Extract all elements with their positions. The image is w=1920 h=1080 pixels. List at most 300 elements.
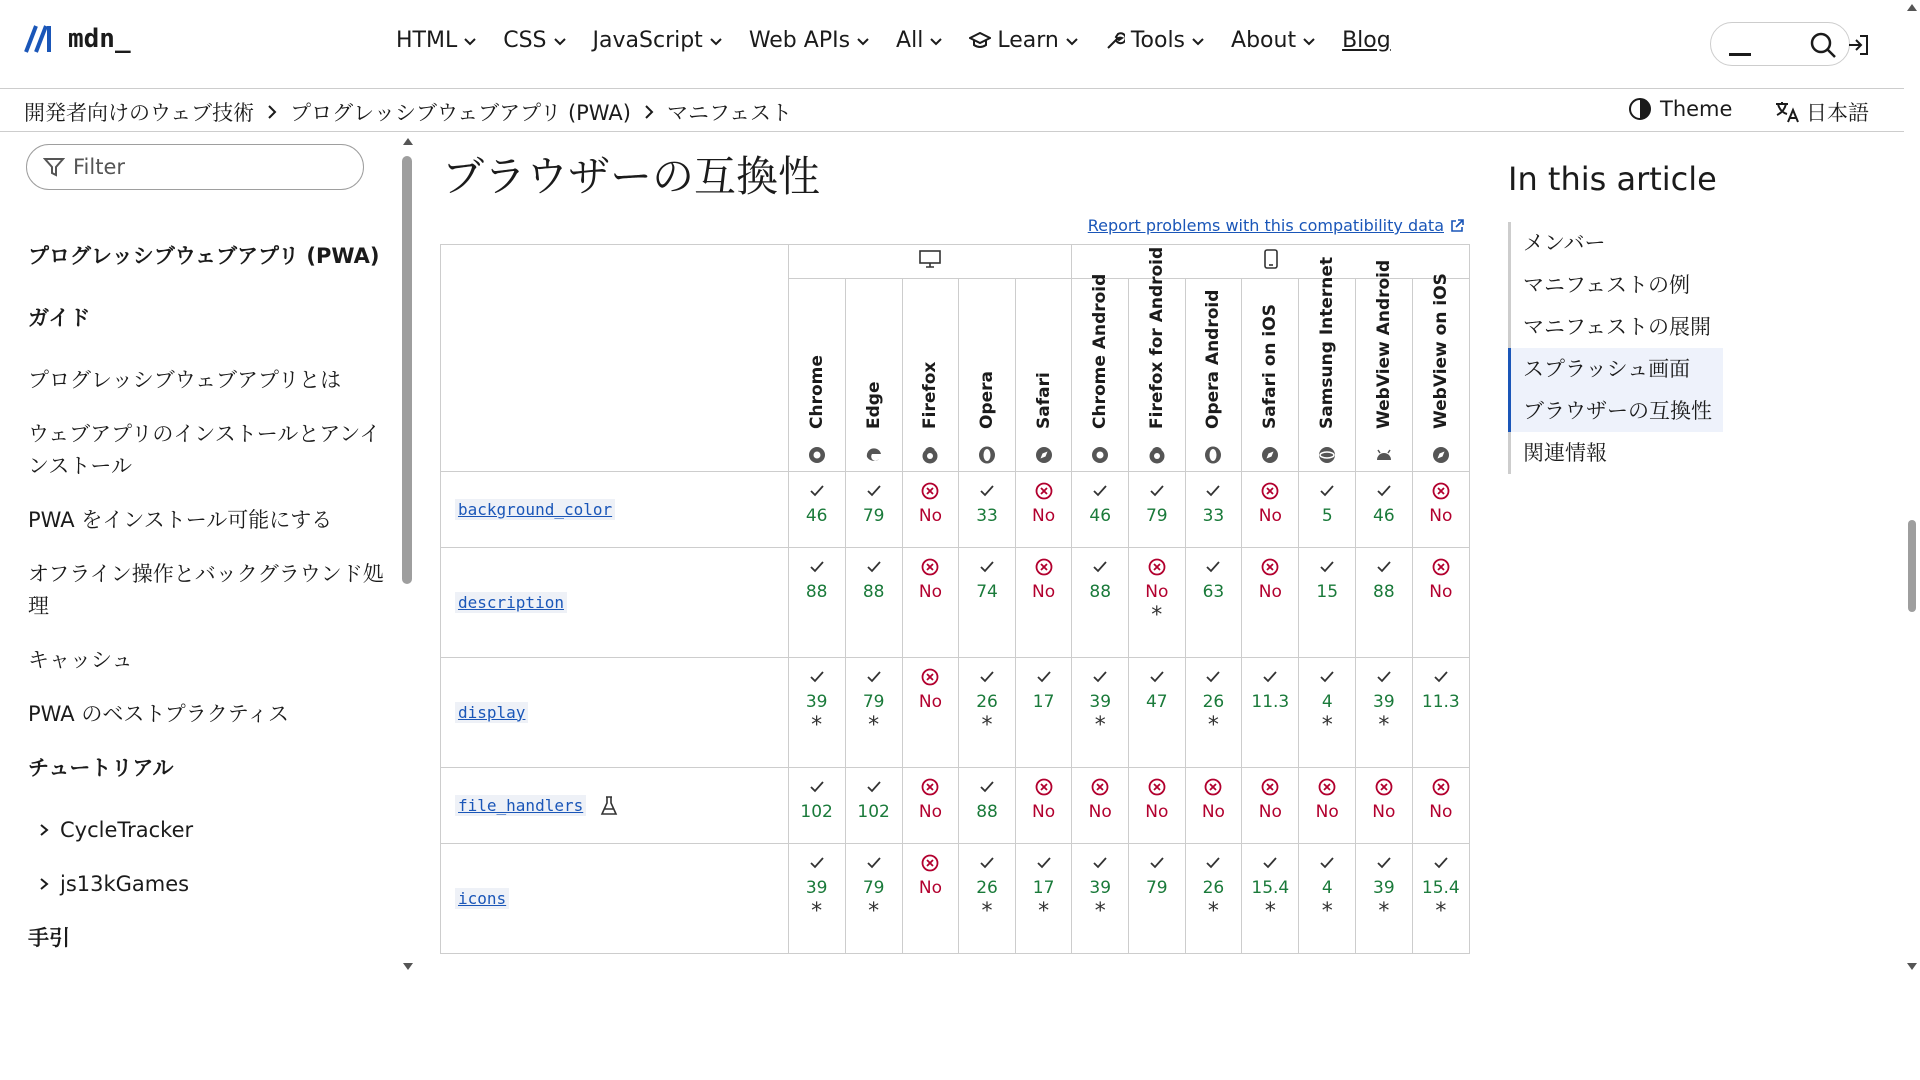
notes-asterisk-icon: * (868, 899, 880, 924)
support-version: No (1258, 802, 1282, 822)
support-cell[interactable] (902, 768, 959, 844)
menu-label: JavaScript (592, 28, 703, 53)
support-version: 11.3 (1251, 692, 1290, 712)
support-version: No (918, 582, 942, 602)
cross-circle-icon (1261, 778, 1279, 796)
feature-link[interactable]: description (455, 592, 567, 613)
browser-name-label: Samsung Internet (1317, 256, 1338, 429)
support-cell[interactable] (1412, 472, 1469, 548)
notes-asterisk-icon: * (1378, 713, 1390, 738)
check-icon (1261, 668, 1279, 686)
chevron-right-icon (641, 104, 657, 120)
toc-item[interactable]: ブラウザーの互換性 (1508, 390, 1723, 432)
support-version: 26 (1202, 692, 1225, 712)
support-version: 88 (1373, 582, 1395, 602)
menu-label: About (1231, 28, 1297, 53)
compatibility-table (440, 244, 1470, 954)
search-value (1729, 53, 1751, 56)
support-cell[interactable] (1015, 548, 1072, 658)
toc-item[interactable]: 関連情報 (1523, 441, 1607, 465)
table-row (441, 768, 1470, 844)
check-icon (1375, 482, 1393, 500)
cross-circle-icon (1432, 482, 1450, 500)
login-icon[interactable] (1846, 33, 1870, 57)
cross-circle-icon (1261, 558, 1279, 576)
theme-icon (1628, 97, 1652, 121)
support-version: 79 (1145, 506, 1168, 526)
support-cell[interactable] (1129, 548, 1186, 658)
scroll-down-arrow-icon[interactable] (402, 962, 414, 972)
check-icon (1432, 668, 1450, 686)
page-title: ブラウザーの互換性 (442, 152, 821, 201)
support-version: No (1429, 506, 1453, 526)
opera-icon (977, 445, 997, 465)
support-cell[interactable] (1299, 658, 1356, 768)
check-icon (1148, 482, 1166, 500)
support-cell[interactable] (1129, 844, 1186, 954)
scroll-up-arrow-icon[interactable] (1906, 2, 1918, 12)
menu-web-apis[interactable] (749, 28, 870, 53)
check-icon (1318, 854, 1336, 872)
support-cell[interactable] (1242, 768, 1299, 844)
mobile-icon (1264, 249, 1278, 269)
cross-circle-icon (1432, 558, 1450, 576)
support-version: 46 (1089, 506, 1112, 526)
support-cell[interactable] (788, 768, 845, 844)
table-row (441, 472, 1470, 548)
menu-label: Learn (997, 28, 1059, 53)
support-cell[interactable] (1015, 472, 1072, 548)
notes-asterisk-icon: * (1038, 899, 1050, 924)
logo-text: mdn_ (68, 24, 131, 54)
check-icon (1204, 668, 1222, 686)
sidebar-heading-pwa[interactable]: プログレッシブウェブアプリ (PWA) (28, 244, 380, 268)
menu-label: All (896, 28, 924, 53)
menu-javascript[interactable] (593, 28, 723, 53)
notes-asterisk-icon: * (811, 713, 823, 738)
notes-asterisk-icon: * (1321, 899, 1333, 924)
support-version: 46 (805, 506, 828, 526)
toc-item[interactable]: メンバー (1523, 231, 1606, 255)
support-version: 26 (976, 692, 998, 712)
toc-item[interactable]: マニフェストの展開 (1523, 315, 1711, 339)
support-version: 88 (1089, 582, 1112, 602)
check-icon (978, 668, 996, 686)
support-cell[interactable] (1299, 472, 1356, 548)
support-cell[interactable] (1072, 768, 1129, 844)
chevron-down-icon (929, 34, 943, 48)
edge-icon (864, 445, 884, 465)
check-icon (865, 668, 883, 686)
browser-name-label: Edge (863, 381, 884, 429)
chevron-down-icon (1065, 34, 1079, 48)
support-version: No (1088, 802, 1112, 822)
check-icon (865, 854, 883, 872)
chevron-down-icon (463, 34, 477, 48)
support-cell[interactable] (959, 844, 1016, 954)
browser-header-webview-android (1356, 259, 1413, 472)
notes-asterisk-icon: * (1094, 713, 1106, 738)
toc-list (1508, 222, 1888, 474)
mobile-group-header (1072, 245, 1470, 279)
cross-circle-icon (1148, 558, 1166, 576)
support-cell[interactable] (1412, 768, 1469, 844)
support-version: 63 (1202, 582, 1225, 602)
feature-link[interactable]: display (455, 702, 528, 723)
scroll-down-arrow-icon[interactable] (1906, 962, 1918, 972)
support-version: 33 (976, 506, 998, 526)
support-cell[interactable] (1129, 472, 1186, 548)
support-cell[interactable] (1015, 768, 1072, 844)
support-version: 17 (1032, 692, 1055, 712)
browser-header-opera-android (1185, 279, 1242, 472)
check-icon (1035, 854, 1053, 872)
support-cell[interactable] (1129, 768, 1186, 844)
support-version: 46 (1373, 506, 1395, 526)
support-cell[interactable] (1242, 548, 1299, 658)
language-label: 日本語 (1806, 101, 1869, 125)
sidebar-item-cycletracker[interactable] (38, 814, 388, 846)
menu-blog[interactable]: Blog (1342, 28, 1391, 53)
support-version: No (918, 878, 942, 898)
graduation-cap-icon (969, 32, 991, 50)
firefox-icon (920, 445, 940, 465)
support-version: No (1372, 802, 1396, 822)
search-icon[interactable] (1809, 31, 1837, 59)
support-cell[interactable] (1072, 472, 1129, 548)
wrench-icon (1105, 31, 1125, 51)
support-cell[interactable] (1185, 472, 1242, 548)
cross-circle-icon (1261, 482, 1279, 500)
sidebar-heading-tutorials: チュートリアル (28, 756, 174, 780)
support-cell[interactable] (959, 548, 1016, 658)
support-version: 26 (1202, 878, 1225, 898)
notes-asterisk-icon: * (1378, 899, 1390, 924)
support-cell[interactable] (1412, 658, 1469, 768)
support-cell[interactable] (788, 658, 845, 768)
menu-html[interactable] (396, 28, 477, 53)
notes-asterisk-icon: * (1264, 899, 1276, 924)
external-link-icon (1450, 219, 1464, 233)
breadcrumb-item[interactable]: 開発者向けのウェブ技術 (24, 101, 255, 125)
support-cell[interactable] (902, 548, 959, 658)
chrome-icon (1090, 445, 1110, 465)
support-cell[interactable] (1072, 548, 1129, 658)
support-cell[interactable] (959, 768, 1016, 844)
feature-link[interactable]: icons (455, 888, 509, 909)
mdn-logo-icon (24, 24, 58, 54)
menu-about[interactable] (1231, 28, 1316, 53)
support-version: 39 (1373, 878, 1395, 898)
translate-icon (1774, 100, 1800, 124)
check-icon (1432, 854, 1450, 872)
browser-name-label: Opera (977, 370, 997, 429)
mdn-logo[interactable] (24, 24, 131, 54)
sidebar-heading-reference: 手引 (28, 926, 70, 950)
support-version: No (1429, 582, 1453, 602)
support-version: 79 (862, 878, 885, 898)
support-cell[interactable] (1185, 844, 1242, 954)
check-icon (1375, 668, 1393, 686)
desktop-group-header (788, 245, 1072, 279)
sidebar-item[interactable]: オフライン操作とバックグラウンド処理 (28, 562, 384, 618)
notes-asterisk-icon: * (1207, 899, 1219, 924)
support-version: No (918, 802, 942, 822)
sidebar-scroll-thumb[interactable] (402, 156, 412, 584)
report-link-text: Report problems with this compatibility data (1087, 216, 1444, 235)
feature-link[interactable]: background_color (455, 499, 615, 520)
browser-header-firefox-for-android (1129, 246, 1186, 472)
chrome-icon (807, 445, 827, 465)
check-icon (808, 854, 826, 872)
check-icon (1204, 558, 1222, 576)
sidebar-filter-input[interactable] (26, 144, 364, 190)
support-cell[interactable] (1129, 658, 1186, 768)
support-version: No (918, 692, 942, 712)
sidebar-item-js13kgames[interactable] (38, 868, 388, 900)
support-cell[interactable] (845, 844, 902, 954)
support-version: 39 (1089, 692, 1112, 712)
browser-name-label: Chrome Android (1090, 273, 1111, 429)
check-icon (1204, 854, 1222, 872)
check-icon (808, 558, 826, 576)
check-icon (978, 558, 996, 576)
browser-header-opera (959, 279, 1016, 472)
browser-header-chrome (788, 279, 845, 472)
table-row (441, 548, 1470, 658)
cross-circle-icon (921, 482, 939, 500)
cross-circle-icon (1204, 778, 1222, 796)
support-cell[interactable] (1072, 844, 1129, 954)
support-cell[interactable] (1299, 548, 1356, 658)
safari-icon (1260, 445, 1280, 465)
support-cell[interactable] (845, 658, 902, 768)
support-cell[interactable] (1242, 472, 1299, 548)
menu-css[interactable] (503, 28, 566, 53)
support-cell[interactable] (788, 548, 845, 658)
support-version: 47 (1145, 692, 1168, 712)
chevron-right-icon (38, 823, 50, 837)
check-icon (808, 668, 826, 686)
support-version: 15.4 (1251, 878, 1290, 898)
support-cell[interactable] (788, 844, 845, 954)
support-version: 102 (800, 802, 833, 822)
feature-cell (441, 768, 789, 844)
support-version: 26 (976, 878, 998, 898)
sidebar-list (28, 240, 388, 980)
support-cell[interactable] (1356, 768, 1413, 844)
sidebar-heading-guides: ガイド (28, 306, 91, 330)
support-version: 33 (1202, 506, 1225, 526)
browser-header-safari-on-ios (1242, 279, 1299, 472)
check-icon (1035, 668, 1053, 686)
support-cell[interactable] (1185, 548, 1242, 658)
notes-asterisk-icon: * (1094, 899, 1106, 924)
support-cell[interactable] (1242, 844, 1299, 954)
support-cell[interactable] (1015, 844, 1072, 954)
cross-circle-icon (1035, 558, 1053, 576)
sidebar-item[interactable]: PWA のベストプラクティス (28, 702, 290, 726)
samsung-internet-icon (1317, 445, 1337, 465)
support-version: No (1145, 802, 1169, 822)
table-corner (441, 245, 789, 472)
support-cell[interactable] (1356, 472, 1413, 548)
support-cell[interactable] (1299, 768, 1356, 844)
support-cell[interactable] (1356, 658, 1413, 768)
breadcrumb (24, 97, 792, 127)
support-cell[interactable] (1072, 658, 1129, 768)
feature-cell (441, 548, 789, 658)
support-cell[interactable] (959, 472, 1016, 548)
browser-name-label: Safari (1033, 372, 1054, 429)
support-version: 79 (862, 692, 885, 712)
cross-circle-icon (921, 668, 939, 686)
filter-placeholder: Filter (73, 155, 126, 179)
check-icon (808, 482, 826, 500)
sidebar-item[interactable]: プログレッシブウェブアプリとは (28, 368, 342, 392)
support-version: No (1258, 506, 1282, 526)
support-version: 88 (976, 802, 998, 822)
table-row (441, 658, 1470, 768)
support-cell[interactable] (845, 472, 902, 548)
support-cell[interactable] (788, 472, 845, 548)
support-cell[interactable] (1412, 548, 1469, 658)
notes-asterisk-icon: * (981, 713, 993, 738)
theme-button[interactable] (1628, 97, 1732, 121)
feature-link[interactable]: file_handlers (455, 795, 586, 816)
cross-circle-icon (1148, 778, 1166, 796)
support-version: 4 (1321, 692, 1333, 712)
support-cell[interactable] (902, 472, 959, 548)
chevron-down-icon (1302, 34, 1316, 48)
sidebar-item[interactable]: PWA をインストール可能にする (28, 508, 333, 532)
breadcrumb-bar (0, 89, 1904, 132)
check-icon (808, 778, 826, 796)
check-icon (1148, 854, 1166, 872)
notes-asterisk-icon: * (811, 899, 823, 924)
sidebar (0, 132, 400, 980)
toc-item[interactable]: マニフェストの例 (1523, 273, 1690, 297)
support-cell[interactable] (902, 844, 959, 954)
check-icon (865, 778, 883, 796)
cross-circle-icon (1091, 778, 1109, 796)
browser-name-label: WebView Android (1373, 259, 1394, 429)
check-icon (1091, 668, 1109, 686)
notes-asterisk-icon: * (1435, 899, 1447, 924)
notes-asterisk-icon: * (981, 899, 993, 924)
support-version: 15.4 (1421, 878, 1460, 898)
report-problems-link[interactable] (1088, 216, 1464, 235)
menu-label: CSS (503, 28, 547, 53)
cross-circle-icon (1375, 778, 1393, 796)
cross-circle-icon (1432, 778, 1450, 796)
support-version: 79 (1145, 878, 1168, 898)
support-version: No (1201, 802, 1225, 822)
page-scroll-thumb[interactable] (1908, 520, 1916, 612)
support-version: No (1032, 506, 1056, 526)
top-navigation (0, 0, 1904, 89)
sidebar-item-label: js13kGames (60, 872, 190, 896)
flask-icon (600, 796, 618, 816)
cross-circle-icon (921, 558, 939, 576)
support-version: No (1145, 582, 1169, 602)
search-input[interactable] (1710, 22, 1850, 66)
support-version: 5 (1321, 506, 1333, 526)
menu-all[interactable] (896, 28, 943, 53)
check-icon (1091, 854, 1109, 872)
cross-circle-icon (1035, 482, 1053, 500)
support-version: No (1032, 802, 1056, 822)
support-cell[interactable] (1412, 844, 1469, 954)
android-icon (1374, 445, 1394, 465)
check-icon (978, 482, 996, 500)
support-cell[interactable] (902, 658, 959, 768)
support-cell[interactable] (1185, 658, 1242, 768)
browser-name-label: Chrome (806, 355, 827, 429)
support-version: 88 (862, 582, 885, 602)
support-cell[interactable] (1356, 548, 1413, 658)
browser-header-webview-on-ios (1412, 273, 1469, 472)
main-content (440, 132, 1470, 980)
notes-asterisk-icon: * (1321, 713, 1333, 738)
menu-learn[interactable] (969, 28, 1079, 53)
main-menu (396, 28, 1417, 53)
cross-circle-icon (921, 854, 939, 872)
language-button[interactable] (1774, 97, 1869, 127)
menu-tools[interactable] (1105, 28, 1205, 53)
safari-icon (1034, 445, 1054, 465)
check-icon (1375, 854, 1393, 872)
support-version: No (1258, 582, 1282, 602)
support-cell[interactable] (1242, 658, 1299, 768)
support-version: 79 (862, 506, 885, 526)
breadcrumb-item[interactable]: マニフェスト (667, 101, 792, 125)
chevron-right-icon (38, 877, 50, 891)
sidebar-item[interactable]: ウェブアプリのインストールとアンインストール (28, 422, 381, 478)
scroll-up-arrow-icon[interactable] (402, 136, 414, 146)
support-version: 74 (976, 582, 998, 602)
chevron-down-icon (856, 34, 870, 48)
support-cell[interactable] (1185, 768, 1242, 844)
check-icon (1318, 558, 1336, 576)
breadcrumb-item[interactable]: プログレッシブウェブアプリ (PWA) (290, 101, 631, 125)
notes-asterisk-icon: * (1207, 713, 1219, 738)
support-version: 17 (1032, 878, 1055, 898)
support-version: 88 (805, 582, 828, 602)
cross-circle-icon (921, 778, 939, 796)
check-icon (978, 778, 996, 796)
browser-name-label: Opera Android (1203, 289, 1224, 429)
check-icon (1375, 558, 1393, 576)
support-cell[interactable] (1356, 844, 1413, 954)
support-version: No (1032, 582, 1056, 602)
menu-label: HTML (396, 28, 458, 53)
support-cell[interactable] (845, 548, 902, 658)
menu-label: Tools (1130, 28, 1186, 53)
toc-item[interactable]: スプラッシュ画面 (1508, 348, 1723, 390)
browser-header-chrome-android (1072, 273, 1129, 472)
page-scrollbar[interactable] (1904, 0, 1920, 980)
sidebar-item[interactable]: キャッシュ (28, 648, 133, 672)
support-cell[interactable] (1299, 844, 1356, 954)
support-cell[interactable] (959, 658, 1016, 768)
support-cell[interactable] (1015, 658, 1072, 768)
support-cell[interactable] (845, 768, 902, 844)
desktop-icon (919, 250, 941, 268)
feature-cell (441, 658, 789, 768)
check-icon (1091, 558, 1109, 576)
chevron-down-icon (1191, 34, 1205, 48)
